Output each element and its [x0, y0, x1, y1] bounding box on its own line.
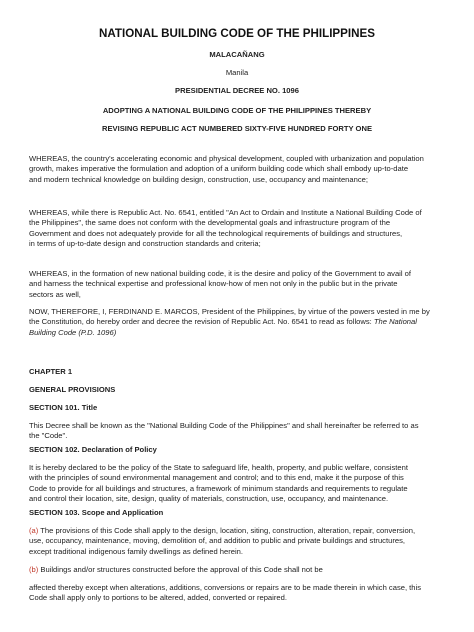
paragraph-line: the "Code". — [29, 431, 68, 441]
paragraph-line: and control their location, site, design, quality of materials, construction, use, occupancy, and maintenance. — [29, 493, 389, 503]
paragraph-line: Code shall apply only to portions to be altered, added, converted or repaired. — [29, 593, 287, 603]
item-b-text: Buildings and/or structures constructed before the approval of this Code shall not be — [38, 565, 323, 574]
section-102-body — [29, 463, 447, 504]
malacanang-heading: MALACAÑANG — [209, 50, 265, 59]
paragraph-line — [29, 565, 447, 575]
section-103-a — [29, 526, 447, 557]
section-103-b — [29, 565, 447, 575]
decree-heading-line1: ADOPTING A NATIONAL BUILDING CODE OF THE PHILIPPINES THEREBY — [102, 106, 372, 115]
paragraph-line: and harness the technical expertise and professional know-how of men not only in the public but in the private — [29, 279, 398, 289]
paragraph-line: sectors as well, — [29, 289, 81, 299]
paragraph-line: the Philippines", the same does not conform with the developmental goals and infrastructure program of the — [29, 218, 391, 228]
paragraph-line: with the principles of sound environmental management and control; and to this end, make it the purpose of this — [29, 473, 404, 483]
item-a-marker: (a) — [29, 526, 39, 535]
paragraph-line: This Decree shall be known as the "National Building Code of the Philippines" and shall hereinafter be referred to as — [29, 421, 419, 430]
paragraph-line: WHEREAS, in the formation of new national building code, it is the desire and policy of the Government to avail of — [29, 269, 412, 278]
paragraph-line: WHEREAS, the country's accelerating economic and physical development, coupled with urbanization and population — [29, 154, 424, 163]
paragraph-line: in terms of up-to-date design and construction standards and criteria; — [29, 238, 261, 248]
paragraph-line: except traditional indigenous family dwellings as defined herein. — [29, 546, 244, 556]
document-title: NATIONAL BUILDING CODE OF THE PHILIPPINES — [99, 27, 375, 40]
item-b-marker: (b) — [29, 565, 39, 574]
section-102-heading: SECTION 102. Declaration of Policy — [29, 445, 157, 454]
paragraph-line: It is hereby declared to be the policy of the State to safeguard life, health, property, and public welfare, consistent — [29, 463, 408, 472]
item-a-text: The provisions of this Code shall apply to the design, location, siting, construction, alteration, repair, conversion, — [38, 526, 416, 535]
section-103-tail — [29, 583, 447, 604]
paragraph-line: use, occupancy, maintenance, moving, demolition of, and addition to public and private buildings and structures, — [29, 536, 405, 546]
section-101-heading: SECTION 101. Title — [29, 403, 98, 412]
manila-heading: Manila — [225, 68, 249, 77]
whereas-paragraph-3 — [29, 269, 447, 300]
paragraph-line: WHEREAS, while there is Republic Act. No. 6541, entitled "An Act to Ordain and Institute a National Building Code of — [29, 208, 422, 217]
code-title-italic: Building Code (P.D. 1096) — [29, 327, 117, 337]
paragraph-line: Government and does not adequately provide for all the technological requirements of buildings and structures, — [29, 228, 403, 238]
section-101-body — [29, 421, 447, 442]
paragraph-line: affected thereby except when alterations, additions, conversions or repairs are to be made therein in which case, this — [29, 583, 422, 592]
whereas-paragraph-1 — [29, 154, 447, 185]
paragraph-line: NOW, THEREFORE, I, FERDINAND E. MARCOS, President of the Philippines, by virtue of the powers vested in me by — [29, 307, 430, 316]
chapter-heading: CHAPTER 1 — [29, 367, 73, 376]
now-therefore-text: the Constitution, do hereby order and decree the revision of Republic Act. No. 6541 to read as follows: — [29, 317, 374, 327]
now-therefore-paragraph — [29, 307, 447, 338]
whereas-paragraph-2 — [29, 208, 447, 249]
paragraph-line: Code to provide for all buildings and structures, a framework of minimum standards and requirements to regulate — [29, 483, 408, 493]
decree-heading-line2: REVISING REPUBLIC ACT NUMBERED SIXTY-FIVE HUNDRED FORTY ONE — [101, 124, 373, 133]
general-provisions-heading: GENERAL PROVISIONS — [29, 385, 116, 394]
paragraph-line: growth, makes imperative the formulation and adoption of a uniform building code which shall embody up-to-date — [29, 164, 409, 174]
paragraph-line — [29, 317, 447, 327]
paragraph-line — [29, 526, 447, 536]
decree-number: PRESIDENTIAL DECREE NO. 1096 — [175, 86, 299, 95]
code-title-italic: The National — [373, 317, 417, 327]
section-103-heading: SECTION 103. Scope and Application — [29, 508, 164, 517]
paragraph-line: and modern technical knowledge on building design, construction, use, occupancy and maintenance; — [29, 174, 368, 184]
